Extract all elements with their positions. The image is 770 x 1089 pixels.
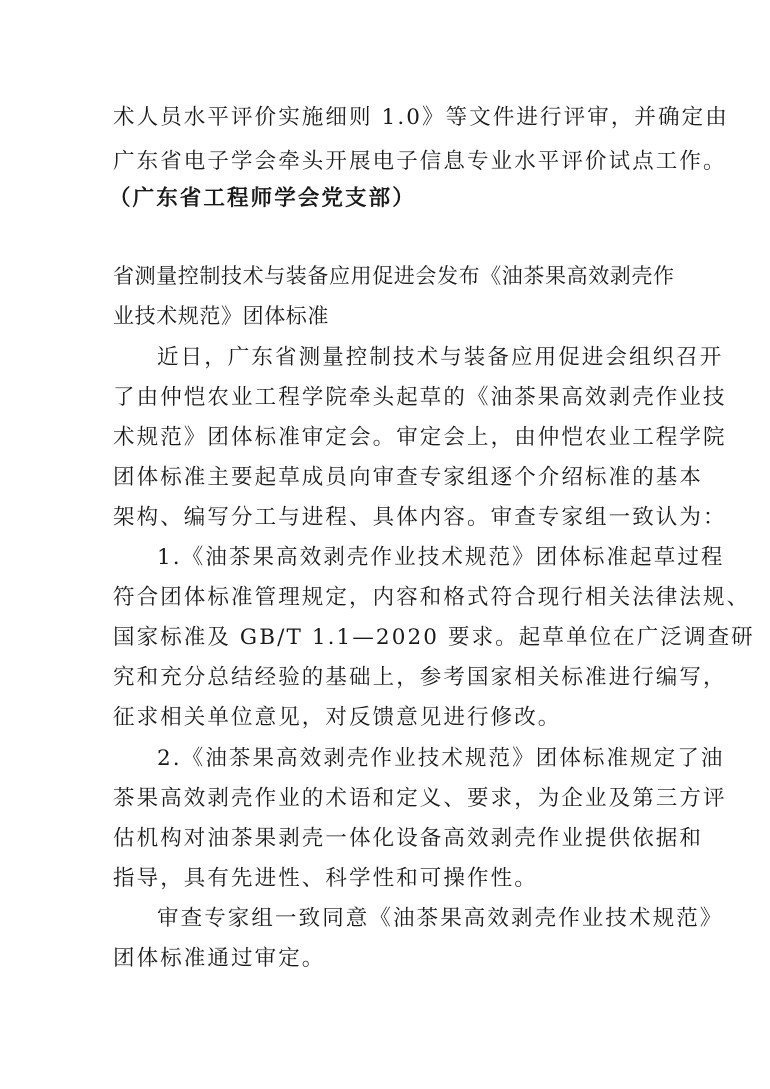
list-item-line: 1.《油茶果高效剥壳作业技术规范》团体标准起草过程 <box>157 545 725 570</box>
list-item-line: 估机构对油茶果剥壳一体化设备高效剥壳作业提供依据和 <box>113 826 704 851</box>
paragraph-line: 术人员水平评价实施细则 1.0》等文件进行评审，并确定由 <box>113 105 729 130</box>
list-item-line: 指导，具有先进性、科学性和可操作性。 <box>113 866 538 891</box>
paragraph-line: 架构、编写分工与进程、具体内容。审查专家组一致认为： <box>113 505 727 530</box>
paragraph-line: 团体标准通过审定。 <box>113 946 326 971</box>
paragraph-line: 广东省电子学会牵头开展电子信息专业水平评价试点工作。 <box>113 149 727 174</box>
list-item-line: 茶果高效剥壳作业的术语和定义、要求，为企业及第三方评 <box>113 786 727 811</box>
article-title: 业技术规范》团体标准 <box>113 304 329 328</box>
list-item-line: 2.《油茶果高效剥壳作业技术规范》团体标准规定了油 <box>157 746 725 771</box>
article-source: （广东省工程师学会党支部） <box>109 186 416 211</box>
list-item-line: 符合团体标准管理规定，内容和格式符合现行相关法律法规、 <box>113 585 751 610</box>
list-item-line: 征求相关单位意见，对反馈意见进行修改。 <box>113 705 562 730</box>
paragraph-line: 术规范》团体标准审定会。审定会上，由仲恺农业工程学院 <box>113 425 727 450</box>
paragraph-line: 近日，广东省测量控制技术与装备应用促进会组织召开 <box>157 345 724 370</box>
paragraph-line: 了由仲恺农业工程学院牵头起草的《油茶果高效剥壳作业技 <box>113 385 727 410</box>
paragraph-line: 团体标准主要起草成员向审查专家组逐个介绍标准的基本 <box>113 465 704 490</box>
list-item-line: 究和充分总结经验的基础上，参考国家相关标准进行编写， <box>113 665 727 690</box>
article-title: 省测量控制技术与装备应用促进会发布《油茶果高效剥壳作 <box>113 264 675 288</box>
list-item-line: 国家标准及 GB/T 1.1—2020 要求。起草单位在广泛调查研 <box>113 625 755 650</box>
paragraph-line: 审查专家组一致同意《油茶果高效剥壳作业技术规范》 <box>157 906 724 931</box>
